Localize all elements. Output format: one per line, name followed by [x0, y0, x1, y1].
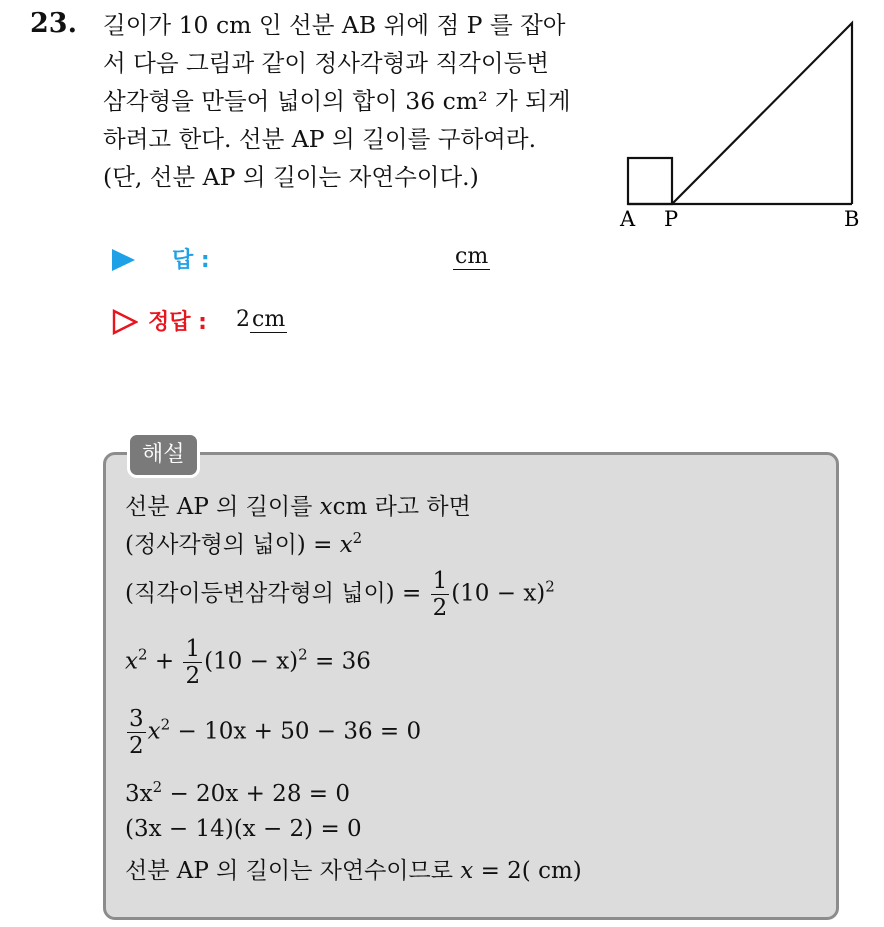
fraction: $\frac{1}{2}$	[432, 568, 448, 621]
label-a: A	[620, 207, 636, 231]
solution-line-5: $\frac{3}{2}$ $x^2 - 10x + 50 - 36 = 0$	[129, 706, 422, 759]
solution-text: (3x − 14)(x − 2) = 0	[125, 816, 362, 842]
solution-text: 선분 AP 의 길이는 자연수이므로	[125, 858, 453, 884]
correct-unit: cm	[252, 307, 286, 332]
question-line: 하려고 한다. 선분 AP 의 길이를 구하여라.	[103, 125, 537, 153]
triangle-shape	[672, 23, 852, 204]
math-var: x	[460, 858, 474, 884]
solution-line-7	[125, 816, 362, 842]
math-var: x	[147, 718, 161, 745]
solution-line-6: $3x^2 - 20x + 28 = 0$	[125, 778, 350, 807]
math-var: x	[339, 532, 353, 558]
math-var: x	[125, 648, 138, 675]
math-var: x	[319, 494, 333, 520]
fraction: $\frac{1}{2}$	[185, 636, 201, 689]
solution-text: (10 − x)	[204, 648, 299, 675]
question-line: 삼각형을 만들어 넓이의 합이 36 cm² 가 되게	[103, 87, 571, 115]
correct-number: 2	[236, 307, 250, 332]
answer-unit: cm	[455, 244, 489, 269]
outline-arrow-icon	[112, 309, 138, 335]
solution-text: (정사각형의 넓이) =	[125, 532, 333, 558]
solution-line-1	[125, 488, 471, 521]
correct-value	[236, 307, 287, 332]
question-number: 23.	[30, 8, 77, 39]
label-b: B	[844, 207, 860, 231]
answer-label: 답 :	[172, 248, 210, 273]
triangle-arrow-icon	[112, 249, 135, 271]
solution-text: 선분 AP 의 길이를	[125, 494, 313, 520]
solution-line-2: (정사각형의 넓이) = $x^2$	[125, 529, 363, 558]
square-shape	[628, 158, 672, 204]
question-line: 길이가 10 cm 인 선분 AB 위에 점 P 를 잡아	[103, 11, 566, 39]
solution-text: − 10x + 50 − 36 = 0	[177, 718, 422, 745]
solution-text: − 20x + 28 = 0	[169, 781, 350, 807]
label-p: P	[664, 207, 679, 231]
solution-text: = 2( cm)	[480, 858, 582, 884]
answer-row	[108, 243, 508, 279]
question-line: (단, 선분 AP 의 길이는 자연수이다.)	[103, 163, 479, 191]
question-line: 서 다음 그림과 같이 정사각형과 직각이등변	[103, 49, 549, 77]
solution-text: (10 − x)	[451, 580, 546, 607]
fraction: $\frac{3}{2}$	[129, 706, 144, 759]
question-text	[103, 6, 603, 196]
solution-line-8	[125, 852, 582, 885]
solution-line-4: $x^2$ + $\frac{1}{2}$ $(10 - x)^2 = 36$	[125, 636, 371, 689]
correct-answer-row	[108, 305, 508, 341]
solution-text: (직각이등변삼각형의 넓이) =	[125, 580, 422, 607]
solution-text: = 36	[315, 648, 371, 675]
solution-text: 3x	[125, 781, 153, 807]
geometry-figure	[610, 15, 872, 235]
solution-tag: 해설	[127, 432, 200, 478]
correct-label: 정답 :	[148, 310, 207, 335]
solution-line-3: (직각이등변삼각형의 넓이) = $\frac{1}{2}$ $(10 - x)^2$	[125, 568, 555, 621]
solution-text: cm 라고 하면	[332, 494, 471, 520]
